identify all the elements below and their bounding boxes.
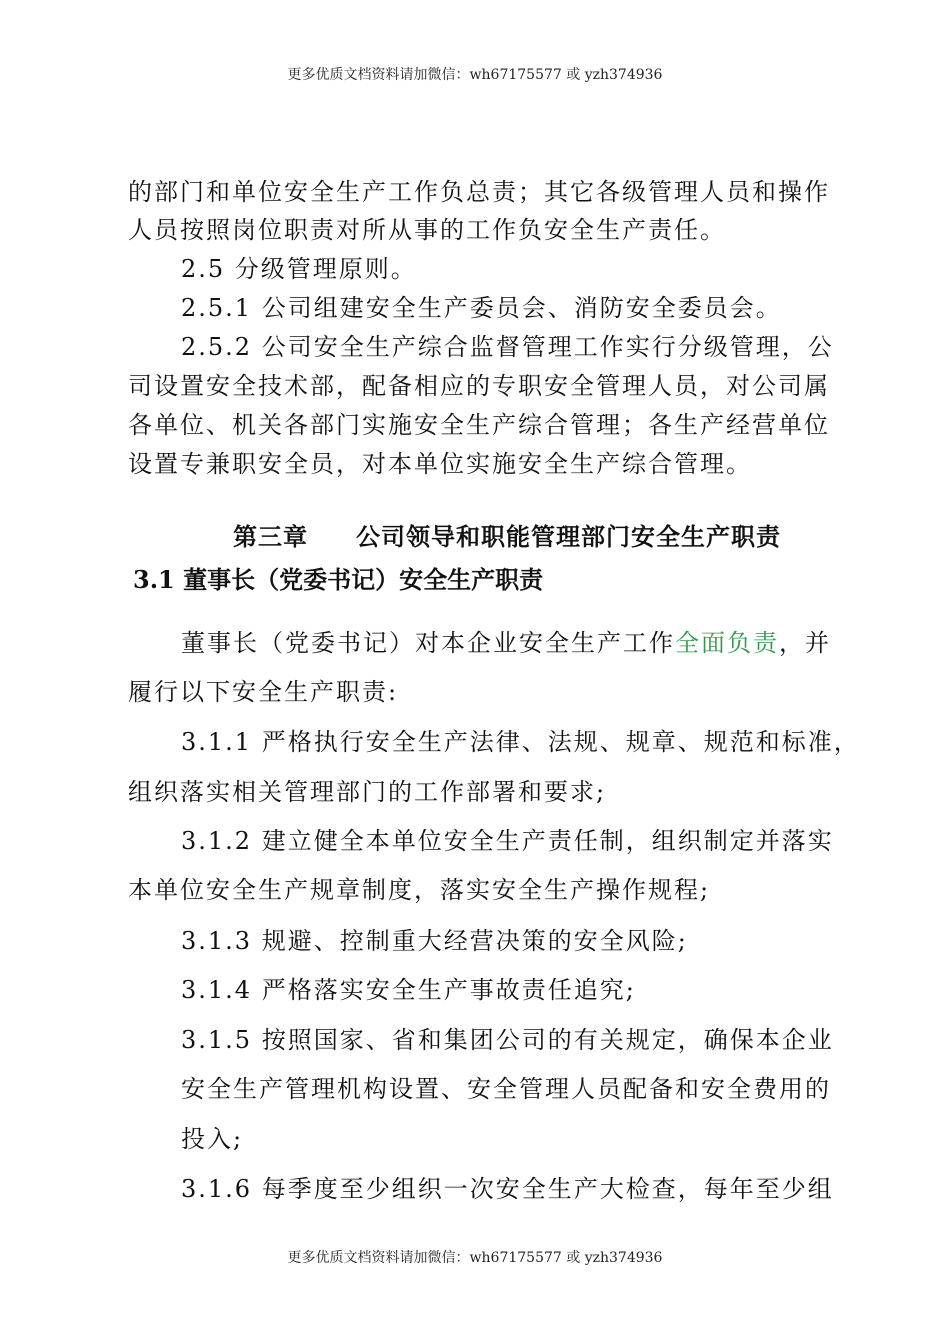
section-intro-line-2: 履行以下安全生产职责: [128,678,399,706]
body-line-2: 人员按照岗位职责对所从事的工作负安全生产责任。 [128,216,726,244]
intro-highlight: 全面负责 [675,629,779,657]
section-heading: 3.1 董事长（党委书记）安全生产职责 [133,565,544,594]
body-line-6: 司设置安全技术部，配备相应的专职安全管理人员，对公司属 [128,372,830,400]
item-line-2: 组织落实相关管理部门的工作部署和要求; [128,778,607,806]
item-line-3: 3.1.2 建立健全本单位安全生产责任制，组织制定并落实 [181,827,834,855]
body-line-3: 2.5 分级管理原则。 [181,255,417,283]
chapter-title: 公司领导和职能管理部门安全生产职责 [356,522,781,551]
page-header: 更多优质文档资料请加微信：wh67175577 或 yzh374936 [287,67,663,83]
item-line-5: 3.1.3 规避、控制重大经营决策的安全风险; [181,927,688,955]
item-line-6: 3.1.4 严格落实安全生产事故责任追究; [181,976,636,1004]
body-line-7: 各单位、机关各部门实施安全生产综合管理；各生产经营单位 [128,411,830,439]
body-line-8: 设置专兼职安全员，对本单位实施安全生产综合管理。 [128,450,752,478]
body-line-4: 2.5.1 公司组建安全生产委员会、消防安全委员会。 [181,294,782,322]
body-line-1: 的部门和单位安全生产工作负总责；其它各级管理人员和操作 [128,178,830,206]
item-line-8: 安全生产管理机构设置、安全管理人员配备和安全费用的 [181,1075,831,1103]
body-line-5: 2.5.2 公司安全生产综合监督管理工作实行分级管理，公 [181,333,834,361]
item-line-1: 3.1.1 严格执行安全生产法律、法规、规章、规范和标准， [181,728,860,756]
intro-text-end: ，并 [779,629,831,657]
item-line-9: 投入; [181,1125,244,1153]
page-footer: 更多优质文档资料请加微信：wh67175577 或 yzh374936 [287,1250,663,1266]
section-intro-line-1 [181,628,831,658]
item-line-4: 本单位安全生产规章制度，落实安全生产操作规程; [128,876,711,904]
item-line-10: 3.1.6 每季度至少组织一次安全生产大检查，每年至少组 [181,1175,834,1203]
intro-text: 董事长（党委书记）对本企业安全生产工作 [181,629,675,657]
chapter-heading [233,522,781,552]
chapter-number: 第三章 [233,522,308,551]
item-line-7: 3.1.5 按照国家、省和集团公司的有关规定，确保本企业 [181,1026,834,1054]
